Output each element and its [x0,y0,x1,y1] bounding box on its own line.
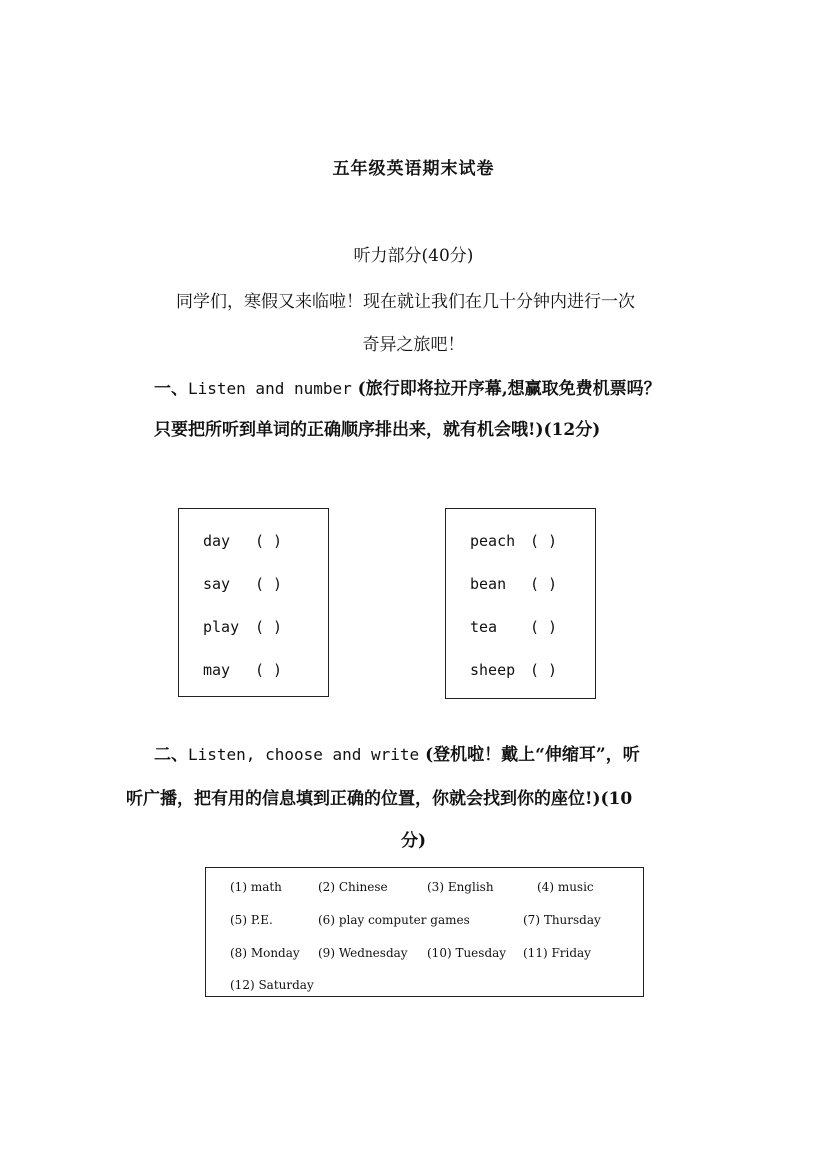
choice-option: (8) Monday [230,946,300,960]
word: sheep [470,661,516,679]
answer-bracket[interactable]: ( ) [530,532,558,550]
word-row [203,575,283,593]
choice-option: (1) math [230,880,282,894]
word: say [203,575,231,593]
section2-number: 二、 [154,745,188,765]
choice-option: (3) English [427,880,494,894]
word: may [203,661,231,679]
choice-option: (5) P.E. [230,913,273,927]
section1-number: 一、 [154,379,188,399]
answer-bracket[interactable]: ( ) [255,532,283,550]
section1-instruction-cn: (旅行即将拉开序幕,想赢取免费机票吗？ [351,379,661,399]
page-title: 五年级英语期末试卷 [332,159,495,179]
answer-bracket[interactable]: ( ) [255,618,283,636]
word-row [470,618,558,636]
answer-bracket[interactable]: ( ) [255,575,283,593]
word: bean [470,575,507,593]
intro-line-2: 奇异之旅吧！ [362,335,465,355]
choice-option: (10) Tuesday [427,946,507,960]
intro-line-1: 同学们，寒假又来临啦！现在就让我们在几十分钟内进行一次 [176,292,635,312]
choice-option: (11) Friday [523,946,591,960]
word: day [203,532,231,550]
choice-option: (2) Chinese [318,880,388,894]
section2-heading [154,740,640,765]
section2-heading-line3: 分) [400,831,427,851]
choice-option: (4) music [537,880,594,894]
word-row [470,661,558,679]
word-row [470,532,558,550]
choice-option: (9) Wednesday [318,946,408,960]
section1-instruction-en: Listen and number [188,379,352,398]
word-row [470,575,558,593]
answer-bracket[interactable]: ( ) [530,575,558,593]
choice-option: (7) Thursday [523,913,601,927]
word: play [203,618,240,636]
choices-box [205,867,644,997]
answer-bracket[interactable]: ( ) [255,661,283,679]
word: peach [470,532,516,550]
word-row [203,618,283,636]
answer-bracket[interactable]: ( ) [530,618,558,636]
choice-option: (12) Saturday [230,978,314,992]
word: tea [470,618,498,636]
listening-section-header: 听力部分(40分) [353,246,474,266]
section1-heading [154,374,661,399]
section2-heading-line2: 听广播，把有用的信息填到正确的位置，你就会找到你的座位!)(10 [126,789,633,809]
section2-instruction-en: Listen, choose and write [188,745,420,764]
word-row [203,661,283,679]
choice-option: (6) play computer games [318,913,470,927]
answer-bracket[interactable]: ( ) [530,661,558,679]
section2-instruction-cn: (登机啦！戴上“伸缩耳”，听 [419,745,640,765]
word-row [203,532,283,550]
word-box-right [445,508,596,699]
section1-heading-line2: 只要把所听到单词的正确顺序排出来，就有机会哦!)(12分) [154,420,601,440]
word-box-left [178,508,329,697]
